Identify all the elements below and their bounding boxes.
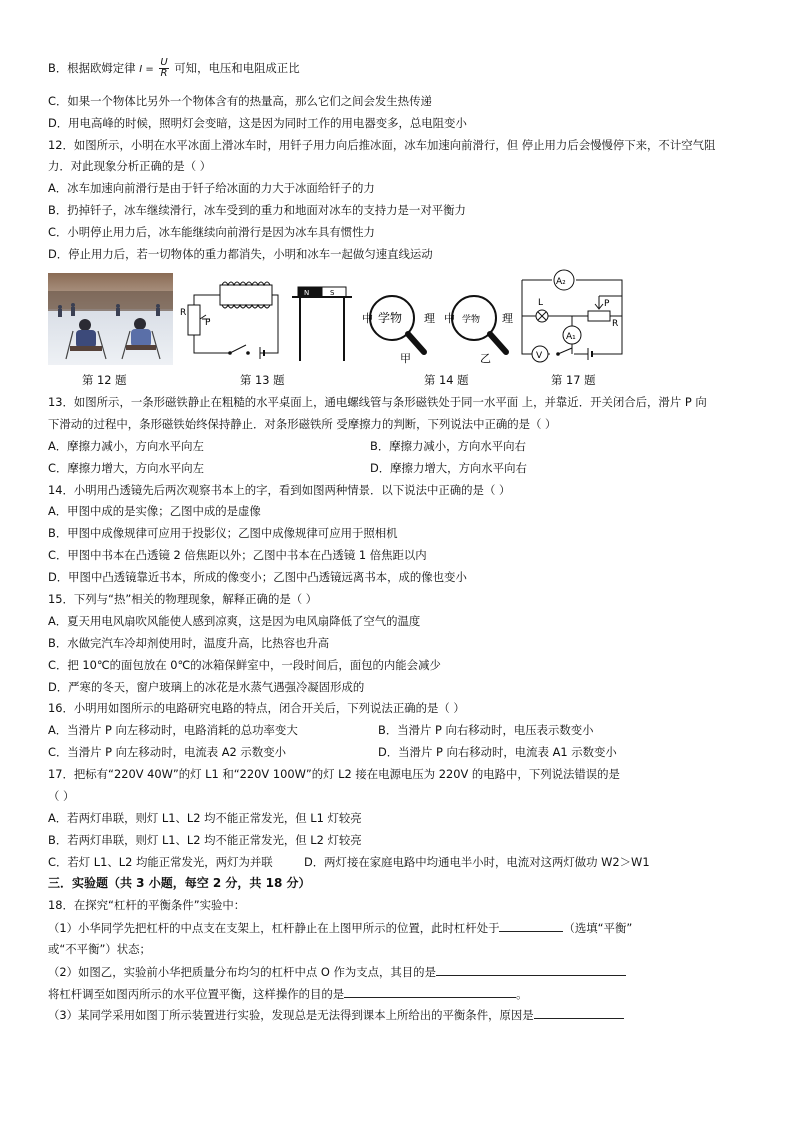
ohm-formula-lhs: I = [139, 64, 154, 75]
q14-option-a: A．甲图中成的是实像；乙图中成的是虚像 [48, 504, 261, 518]
q14-option-d: D．甲图中凸透镜靠近书本，所成的像变小；乙图中凸透镜远离书本，成的像也变小 [48, 570, 467, 584]
fig13-label-r: R [180, 308, 187, 318]
q18-part1-line2: 或“不平衡”）状态； [48, 942, 151, 956]
q16-option-c: C．当滑片 P 向左移动时，电流表 A2 示数变小 [48, 745, 286, 759]
q18-part3 [48, 1006, 624, 1023]
q12-option-a: A．冰车加速向前滑行是由于钎子给冰面的力大于冰面给钎子的力 [48, 181, 375, 195]
q12-stem-line2: 力．对此现象分析正确的是（ ） [48, 159, 212, 173]
q18-part2-text: （2）如图乙，实验前小华把质量分布均匀的杠杆中点 O 作为支点，其目的是 [48, 965, 436, 979]
q13-option-b: B．摩擦力减小，方向水平向右 [370, 439, 526, 453]
q15-option-d: D．严寒的冬天，窗户玻璃上的冰花是水蒸气遇强冷凝固形成的 [48, 680, 365, 694]
q17-stem-line2: （ ） [48, 789, 75, 803]
q13-option-a: A．摩擦力减小，方向水平向左 [48, 439, 204, 453]
q18-part3-answer-blank[interactable] [534, 1006, 624, 1019]
q13-option-c: C．摩擦力增大，方向水平向左 [48, 461, 205, 475]
q14-option-b: B．甲图中成像规律可应用于投影仪；乙图中成像规律可应用于照相机 [48, 526, 398, 540]
q18-part2-end: 。 [516, 987, 528, 1001]
fig14-diagram [360, 286, 520, 364]
fig13-diagram [180, 273, 358, 365]
q13-stem-line1: 13．如图所示，一条形磁铁静止在粗糙的水平桌面上，通电螺线管与条形磁铁处于同一水平面 上，并靠近．开关闭合后，滑片 P 向 [48, 395, 707, 409]
q11-option-b-text: B．根据欧姆定律 [48, 61, 136, 75]
ohm-fraction [159, 58, 168, 79]
fig14-text-left1: 中 [362, 312, 373, 325]
fig13-caption: 第 13 题 [240, 373, 285, 387]
fig13-label-n: N [304, 289, 310, 297]
q18-part2-answer-blank1[interactable] [436, 963, 626, 976]
fig13-label-s: S [330, 289, 335, 297]
fig14-label-yi: 乙 [480, 352, 491, 364]
q11-option-b-tail: 可知，电压和电阻成正比 [174, 61, 300, 75]
q17-option-c: C．若灯 L1、L2 均能正常发光，两灯为并联 [48, 855, 273, 869]
fig17-label-a1: A₁ [566, 332, 576, 342]
fig13-solenoid-circuit [180, 273, 358, 365]
fig17-diagram [518, 268, 630, 364]
fig14-text-lens2: 学物 [462, 315, 481, 325]
q18-part2-text2: 将杠杆调至如图丙所示的水平位置平衡，这样操作的目的是 [48, 987, 345, 1001]
q18-part2-line2 [48, 985, 528, 1002]
q12-option-b: B．扔掉钎子，冰车继续滑行，冰车受到的重力和地面对冰车的支持力是一对平衡力 [48, 203, 466, 217]
fig14-text-right1: 理 [424, 312, 435, 325]
q15-stem: 15．下列与“热”相关的物理现象，解释正确的是（ ） [48, 592, 318, 606]
ohm-denominator: R [160, 68, 168, 79]
fig12-caption: 第 12 题 [82, 373, 127, 387]
fig17-label-l: L [538, 298, 544, 308]
fig17-caption: 第 17 题 [551, 373, 596, 387]
q11-option-d: D．用电高峰的时候，照明灯会变暗，这是因为同时工作的用电器变多，总电阻变小 [48, 116, 467, 130]
fig17-label-v: V [536, 351, 543, 361]
fig14-text-lens1: 学物 [378, 311, 403, 325]
q16-stem: 16．小明用如图所示的电路研究电路的特点，闭合开关后，下列说法正确的是（ ） [48, 701, 465, 715]
section3-title: 三．实验题（共 3 小题，每空 2 分，共 18 分） [48, 876, 311, 890]
fig14-lens-illustration [360, 286, 520, 364]
q18-part1-hint: （选填“平衡” [563, 921, 633, 935]
q15-option-b: B．水做完汽车冷却剂使用时，温度升高，比热容也升高 [48, 636, 330, 650]
q15-option-c: C．把 10℃的面包放在 0℃的冰箱保鲜室中，一段时间后，面包的内能会减少 [48, 658, 441, 672]
fig17-label-p: P [604, 299, 610, 309]
q16-option-b: B．当滑片 P 向右移动时，电压表示数变小 [378, 723, 594, 737]
q13-option-d: D．摩擦力增大，方向水平向右 [370, 461, 527, 475]
q12-stem-line1: 12．如图所示，小明在水平冰面上滑冰车时，用钎子用力向后推冰面，冰车加速向前滑行，但 停止用力后会慢慢停下来，不计空气阻 [48, 138, 716, 152]
q15-option-a: A．夏天用电风扇吹风能使人感到凉爽，这是因为电风扇降低了空气的温度 [48, 614, 421, 628]
fig17-circuit [518, 268, 630, 364]
q14-stem: 14．小明用凸透镜先后两次观察书本上的字，看到如图两种情景．以下说法中正确的是（ ） [48, 483, 511, 497]
q17-option-d: D．两灯接在家庭电路中均通电半小时，电流对这两灯做功 W2＞W1 [304, 855, 650, 869]
q18-part1-text: （1）小华同学先把杠杆的中点支在支架上，杠杆静止在上图甲所示的位置，此时杠杆处于 [48, 921, 500, 935]
fig17-label-r: R [612, 319, 619, 329]
q14-option-c: C．甲图中书本在凸透镜 2 倍焦距以外；乙图中书本在凸透镜 1 倍焦距以内 [48, 548, 427, 562]
q17-stem-line1: 17．把标有“220V 40W”的灯 L1 和“220V 100W”的灯 L2 接在电源电压为 220V 的电路中，下列说法错误的是 [48, 767, 620, 781]
q18-part3-text: （3）某同学采用如图丁所示装置进行实验，发现总是无法得到课本上所给出的平衡条件，原因是 [48, 1008, 534, 1022]
q18-part1-line1 [48, 919, 632, 936]
q16-option-a: A．当滑片 P 向左移动时，电路消耗的总功率变大 [48, 723, 298, 737]
fig12-photo [48, 273, 173, 365]
q12-option-d: D．停止用力后，若一切物体的重力都消失，小明和冰车一起做匀速直线运动 [48, 247, 433, 261]
q17-option-a: A．若两灯串联，则灯 L1、L2 均不能正常发光，但 L1 灯较亮 [48, 811, 362, 825]
q12-option-c: C．小明停止用力后，冰车能继续向前滑行是因为冰车具有惯性力 [48, 225, 375, 239]
fig14-caption: 第 14 题 [424, 373, 469, 387]
q16-option-d: D．当滑片 P 向右移动时，电流表 A1 示数变小 [378, 745, 617, 759]
fig14-text-left2: 中 [444, 312, 455, 325]
fig13-label-p: P [205, 318, 211, 328]
q18-stem: 18．在探究“杠杆的平衡条件”实验中： [48, 898, 246, 912]
ohm-numerator: U [160, 57, 168, 68]
q13-stem-line2: 下滑动的过程中，条形磁铁始终保持静止．对条形磁铁所 受摩擦力的判断，下列说法中正确的是（ ） [48, 417, 557, 431]
q17-option-b: B．若两灯串联，则灯 L1、L2 均不能正常发光，但 L2 灯较亮 [48, 833, 362, 847]
q11-option-b [48, 58, 300, 79]
fig12-photo-illustration [48, 273, 173, 365]
fig17-label-a2: A₂ [556, 277, 566, 287]
fig14-label-jia: 甲 [400, 352, 411, 364]
fig14-text-right2: 理 [502, 312, 513, 325]
q18-part1-answer-blank[interactable] [499, 919, 563, 932]
q11-option-c: C．如果一个物体比另外一个物体含有的热量高，那么它们之间会发生热传递 [48, 94, 432, 108]
q18-part2-line1 [48, 963, 626, 980]
q18-part2-answer-blank2[interactable] [344, 985, 516, 998]
